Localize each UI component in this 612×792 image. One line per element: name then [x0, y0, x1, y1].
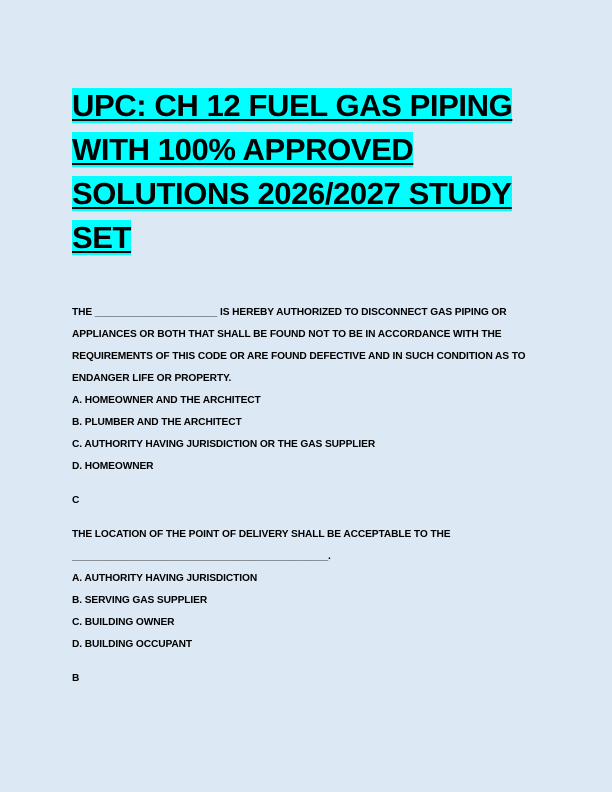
question-block — [72, 524, 542, 690]
question-text: THE ______________________ IS HEREBY AUTHORIZED TO DISCONNECT GAS PIPING OR APPLIANCES OR BOTH THAT SHALL BE FOUND NOT TO BE IN ACCORDANCE WITH THE REQUIREMENTS OF THIS CODE OR ARE FOUND DEFECTIVE AND IN SUCH CONDITION AS TO ENDANGER LIFE OR PROPERTY. — [72, 307, 526, 384]
answer: C — [72, 495, 80, 506]
option-d: D. HOMEOWNER — [72, 461, 154, 472]
title-line: UPC: CH 12 FUEL GAS PIPING — [72, 88, 513, 123]
answer: B — [72, 673, 80, 684]
option-b: B. SERVING GAS SUPPLIER — [72, 595, 208, 606]
title-line: WITH 100% APPROVED — [72, 132, 414, 167]
option-a: A. HOMEOWNER AND THE ARCHITECT — [72, 395, 261, 406]
option-d: D. BUILDING OCCUPANT — [72, 639, 193, 650]
question-list — [72, 302, 542, 702]
option-a: A. AUTHORITY HAVING JURISDICTION — [72, 573, 258, 584]
title-line: SOLUTIONS 2026/2027 STUDY — [72, 176, 512, 211]
document-header — [72, 84, 542, 260]
question-block — [72, 302, 542, 512]
option-c: C. BUILDING OWNER — [72, 617, 175, 628]
title-line: SET — [72, 220, 132, 255]
option-c: C. AUTHORITY HAVING JURISDICTION OR THE GAS SUPPLIER — [72, 439, 376, 450]
document-title — [72, 84, 542, 260]
option-b: B. PLUMBER AND THE ARCHITECT — [72, 417, 242, 428]
question-text: THE LOCATION OF THE POINT OF DELIVERY SHALL BE ACCEPTABLE TO THE ______________________________________________. — [72, 529, 451, 562]
